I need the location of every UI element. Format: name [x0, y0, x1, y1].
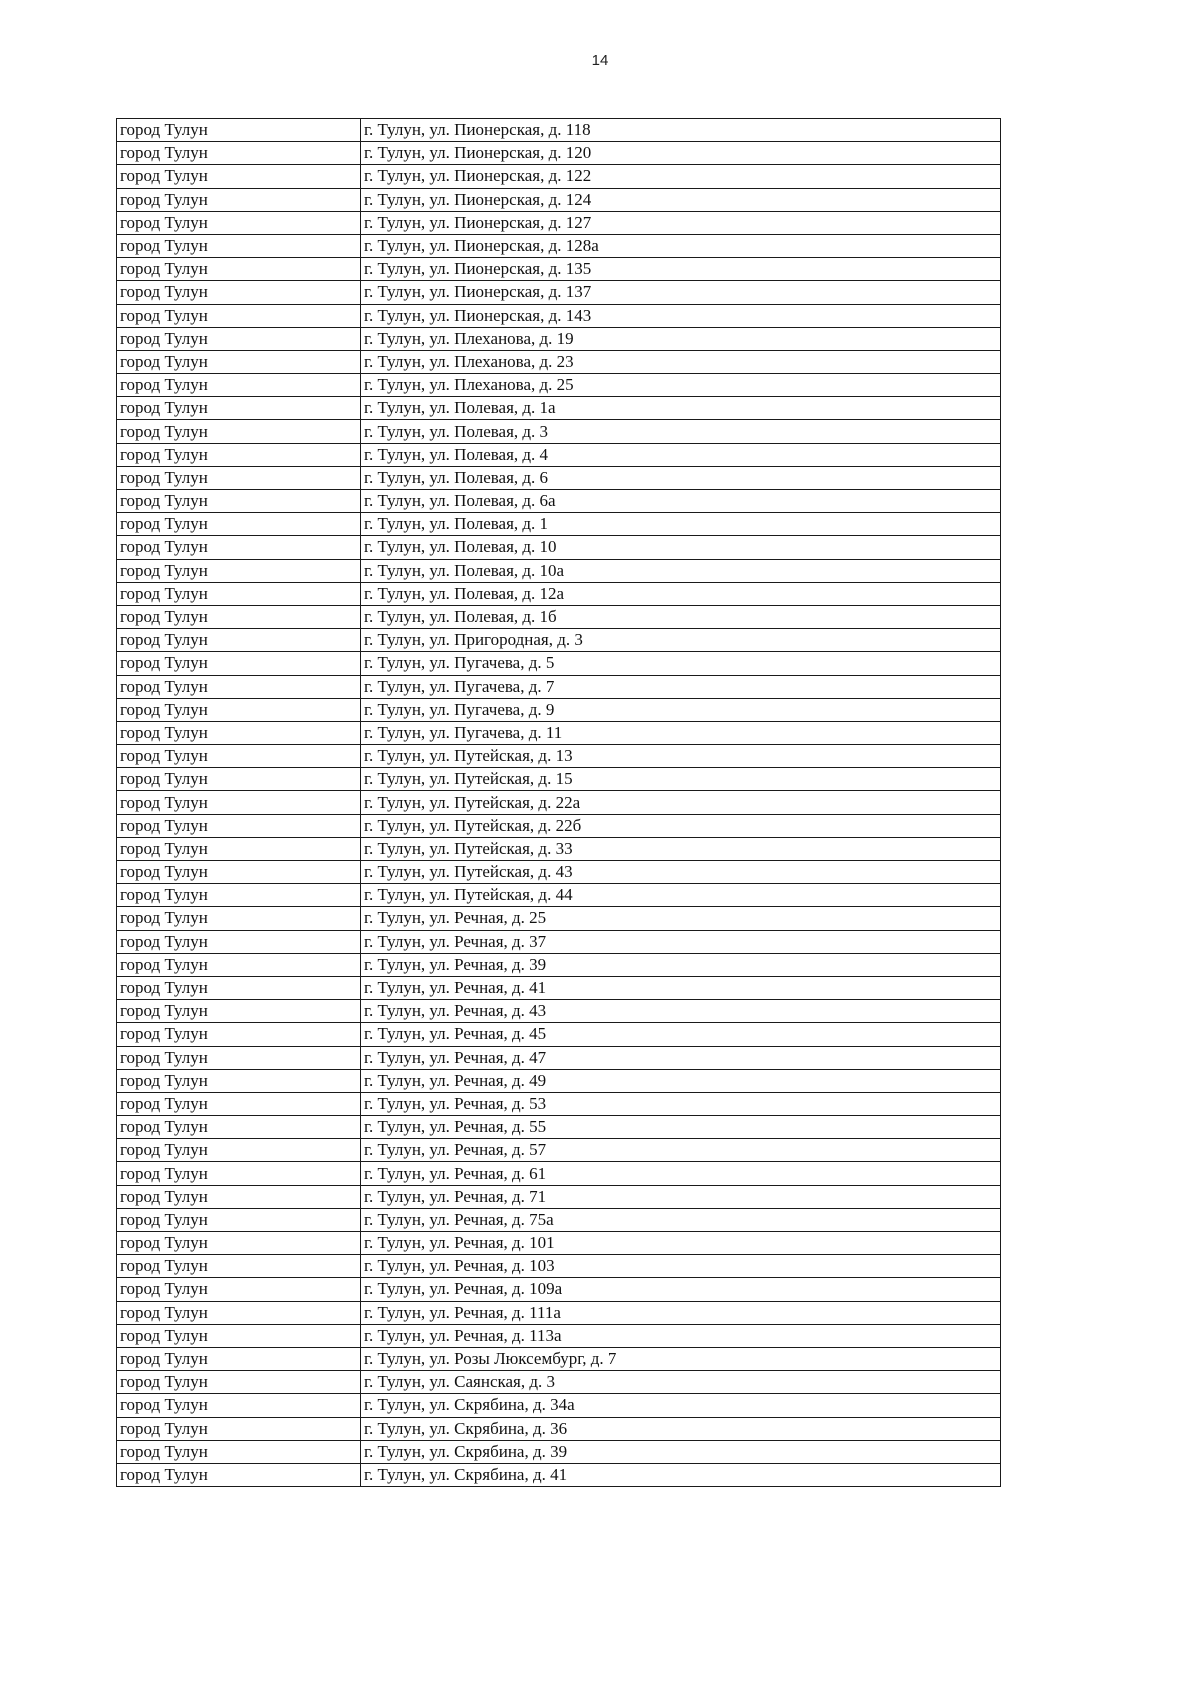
address-cell: г. Тулун, ул. Речная, д. 109а	[361, 1278, 1001, 1301]
address-cell: г. Тулун, ул. Пионерская, д. 143	[361, 304, 1001, 327]
settlement-cell: город Тулун	[117, 884, 361, 907]
address-cell: г. Тулун, ул. Пугачева, д. 7	[361, 675, 1001, 698]
address-cell: г. Тулун, ул. Речная, д. 25	[361, 907, 1001, 930]
address-cell: г. Тулун, ул. Плеханова, д. 19	[361, 327, 1001, 350]
table-row	[117, 165, 1001, 188]
settlement-cell: город Тулун	[117, 953, 361, 976]
table-row	[117, 420, 1001, 443]
settlement-cell: город Тулун	[117, 930, 361, 953]
settlement-cell: город Тулун	[117, 745, 361, 768]
table-row	[117, 1185, 1001, 1208]
address-cell: г. Тулун, ул. Путейская, д. 33	[361, 837, 1001, 860]
address-cell: г. Тулун, ул. Речная, д. 53	[361, 1092, 1001, 1115]
settlement-cell: город Тулун	[117, 397, 361, 420]
settlement-cell: город Тулун	[117, 1371, 361, 1394]
table-row	[117, 698, 1001, 721]
settlement-cell: город Тулун	[117, 814, 361, 837]
settlement-cell: город Тулун	[117, 420, 361, 443]
settlement-cell: город Тулун	[117, 1092, 361, 1115]
table-row	[117, 721, 1001, 744]
table-row	[117, 1347, 1001, 1370]
table-row	[117, 1232, 1001, 1255]
table-row	[117, 745, 1001, 768]
settlement-cell: город Тулун	[117, 1278, 361, 1301]
address-cell: г. Тулун, ул. Речная, д. 43	[361, 1000, 1001, 1023]
table-row	[117, 953, 1001, 976]
address-cell: г. Тулун, ул. Речная, д. 49	[361, 1069, 1001, 1092]
address-cell: г. Тулун, ул. Плеханова, д. 23	[361, 350, 1001, 373]
table-row	[117, 1301, 1001, 1324]
settlement-cell: город Тулун	[117, 1046, 361, 1069]
settlement-cell: город Тулун	[117, 304, 361, 327]
address-cell: г. Тулун, ул. Саянская, д. 3	[361, 1371, 1001, 1394]
settlement-cell: город Тулун	[117, 907, 361, 930]
table-row	[117, 1255, 1001, 1278]
settlement-cell: город Тулун	[117, 861, 361, 884]
address-cell: г. Тулун, ул. Речная, д. 41	[361, 976, 1001, 999]
table-row	[117, 536, 1001, 559]
address-cell: г. Тулун, ул. Скрябина, д. 36	[361, 1417, 1001, 1440]
table-row	[117, 234, 1001, 257]
settlement-cell: город Тулун	[117, 327, 361, 350]
address-cell: г. Тулун, ул. Речная, д. 111а	[361, 1301, 1001, 1324]
table-row	[117, 1394, 1001, 1417]
table-row	[117, 1162, 1001, 1185]
address-cell: г. Тулун, ул. Речная, д. 113а	[361, 1324, 1001, 1347]
address-cell: г. Тулун, ул. Полевая, д. 6	[361, 466, 1001, 489]
address-cell: г. Тулун, ул. Пионерская, д. 137	[361, 281, 1001, 304]
settlement-cell: город Тулун	[117, 1347, 361, 1370]
settlement-cell: город Тулун	[117, 466, 361, 489]
settlement-cell: город Тулун	[117, 1417, 361, 1440]
address-cell: г. Тулун, ул. Скрябина, д. 39	[361, 1440, 1001, 1463]
address-cell: г. Тулун, ул. Полевая, д. 1	[361, 513, 1001, 536]
table-row	[117, 350, 1001, 373]
address-cell: г. Тулун, ул. Полевая, д. 4	[361, 443, 1001, 466]
address-cell: г. Тулун, ул. Пионерская, д. 127	[361, 211, 1001, 234]
address-cell: г. Тулун, ул. Пионерская, д. 120	[361, 142, 1001, 165]
table-row	[117, 1417, 1001, 1440]
table-row	[117, 1069, 1001, 1092]
address-cell: г. Тулун, ул. Полевая, д. 12а	[361, 582, 1001, 605]
settlement-cell: город Тулун	[117, 721, 361, 744]
settlement-cell: город Тулун	[117, 837, 361, 860]
settlement-cell: город Тулун	[117, 1185, 361, 1208]
table-row	[117, 907, 1001, 930]
table-row	[117, 559, 1001, 582]
table-row	[117, 1000, 1001, 1023]
table-row	[117, 837, 1001, 860]
address-cell: г. Тулун, ул. Пугачева, д. 9	[361, 698, 1001, 721]
settlement-cell: город Тулун	[117, 350, 361, 373]
address-cell: г. Тулун, ул. Речная, д. 39	[361, 953, 1001, 976]
table-row	[117, 258, 1001, 281]
table-row	[117, 652, 1001, 675]
table-body	[117, 119, 1001, 1487]
table-row	[117, 211, 1001, 234]
address-cell: г. Тулун, ул. Речная, д. 61	[361, 1162, 1001, 1185]
settlement-cell: город Тулун	[117, 1394, 361, 1417]
settlement-cell: город Тулун	[117, 1440, 361, 1463]
address-cell: г. Тулун, ул. Речная, д. 101	[361, 1232, 1001, 1255]
table-row	[117, 1463, 1001, 1486]
settlement-cell: город Тулун	[117, 211, 361, 234]
table-row	[117, 119, 1001, 142]
settlement-cell: город Тулун	[117, 652, 361, 675]
table-row	[117, 791, 1001, 814]
address-cell: г. Тулун, ул. Пионерская, д. 124	[361, 188, 1001, 211]
settlement-cell: город Тулун	[117, 1255, 361, 1278]
settlement-cell: город Тулун	[117, 443, 361, 466]
table-row	[117, 861, 1001, 884]
settlement-cell: город Тулун	[117, 791, 361, 814]
table-row	[117, 1116, 1001, 1139]
address-cell: г. Тулун, ул. Полевая, д. 6а	[361, 490, 1001, 513]
settlement-cell: город Тулун	[117, 1463, 361, 1486]
address-cell: г. Тулун, ул. Скрябина, д. 41	[361, 1463, 1001, 1486]
settlement-cell: город Тулун	[117, 1116, 361, 1139]
page-number: 14	[591, 52, 609, 69]
table-row	[117, 397, 1001, 420]
address-cell: г. Тулун, ул. Полевая, д. 1б	[361, 605, 1001, 628]
address-cell: г. Тулун, ул. Речная, д. 47	[361, 1046, 1001, 1069]
table-row	[117, 1092, 1001, 1115]
settlement-cell: город Тулун	[117, 234, 361, 257]
settlement-cell: город Тулун	[117, 490, 361, 513]
address-cell: г. Тулун, ул. Пригородная, д. 3	[361, 629, 1001, 652]
table-row	[117, 976, 1001, 999]
table-row	[117, 629, 1001, 652]
address-cell: г. Тулун, ул. Пионерская, д. 122	[361, 165, 1001, 188]
address-cell: г. Тулун, ул. Пионерская, д. 118	[361, 119, 1001, 142]
settlement-cell: город Тулун	[117, 1069, 361, 1092]
settlement-cell: город Тулун	[117, 165, 361, 188]
address-cell: г. Тулун, ул. Речная, д. 71	[361, 1185, 1001, 1208]
settlement-cell: город Тулун	[117, 1000, 361, 1023]
address-cell: г. Тулун, ул. Розы Люксембург, д. 7	[361, 1347, 1001, 1370]
table-row	[117, 374, 1001, 397]
settlement-cell: город Тулун	[117, 1023, 361, 1046]
address-cell: г. Тулун, ул. Скрябина, д. 34а	[361, 1394, 1001, 1417]
address-cell: г. Тулун, ул. Плеханова, д. 25	[361, 374, 1001, 397]
table-row	[117, 1278, 1001, 1301]
table-row	[117, 490, 1001, 513]
table-row	[117, 304, 1001, 327]
address-cell: г. Тулун, ул. Путейская, д. 22а	[361, 791, 1001, 814]
table-row	[117, 1324, 1001, 1347]
settlement-cell: город Тулун	[117, 1301, 361, 1324]
table-row	[117, 513, 1001, 536]
table-row	[117, 443, 1001, 466]
settlement-cell: город Тулун	[117, 119, 361, 142]
settlement-cell: город Тулун	[117, 513, 361, 536]
table-row	[117, 1023, 1001, 1046]
table-row	[117, 605, 1001, 628]
table-row	[117, 814, 1001, 837]
address-cell: г. Тулун, ул. Пугачева, д. 5	[361, 652, 1001, 675]
table-row	[117, 188, 1001, 211]
table-row	[117, 1208, 1001, 1231]
address-cell: г. Тулун, ул. Пионерская, д. 135	[361, 258, 1001, 281]
settlement-cell: город Тулун	[117, 582, 361, 605]
settlement-cell: город Тулун	[117, 374, 361, 397]
settlement-cell: город Тулун	[117, 629, 361, 652]
address-cell: г. Тулун, ул. Полевая, д. 1а	[361, 397, 1001, 420]
address-cell: г. Тулун, ул. Речная, д. 45	[361, 1023, 1001, 1046]
table-row	[117, 675, 1001, 698]
settlement-cell: город Тулун	[117, 698, 361, 721]
table-row	[117, 582, 1001, 605]
settlement-cell: город Тулун	[117, 976, 361, 999]
table-row	[117, 1139, 1001, 1162]
address-cell: г. Тулун, ул. Путейская, д. 22б	[361, 814, 1001, 837]
settlement-cell: город Тулун	[117, 142, 361, 165]
settlement-cell: город Тулун	[117, 1324, 361, 1347]
table-row	[117, 142, 1001, 165]
settlement-cell: город Тулун	[117, 1162, 361, 1185]
address-cell: г. Тулун, ул. Путейская, д. 43	[361, 861, 1001, 884]
address-cell: г. Тулун, ул. Речная, д. 103	[361, 1255, 1001, 1278]
address-cell: г. Тулун, ул. Полевая, д. 3	[361, 420, 1001, 443]
table-row	[117, 327, 1001, 350]
table-row	[117, 1440, 1001, 1463]
settlement-cell: город Тулун	[117, 258, 361, 281]
address-cell: г. Тулун, ул. Речная, д. 75а	[361, 1208, 1001, 1231]
settlement-cell: город Тулун	[117, 1208, 361, 1231]
table-row	[117, 884, 1001, 907]
address-table	[116, 118, 1001, 1487]
address-cell: г. Тулун, ул. Путейская, д. 15	[361, 768, 1001, 791]
address-cell: г. Тулун, ул. Речная, д. 57	[361, 1139, 1001, 1162]
table-row	[117, 1371, 1001, 1394]
settlement-cell: город Тулун	[117, 559, 361, 582]
address-cell: г. Тулун, ул. Полевая, д. 10	[361, 536, 1001, 559]
table-row	[117, 466, 1001, 489]
settlement-cell: город Тулун	[117, 768, 361, 791]
settlement-cell: город Тулун	[117, 605, 361, 628]
address-cell: г. Тулун, ул. Путейская, д. 13	[361, 745, 1001, 768]
address-cell: г. Тулун, ул. Пугачева, д. 11	[361, 721, 1001, 744]
table-row	[117, 768, 1001, 791]
table-row	[117, 1046, 1001, 1069]
settlement-cell: город Тулун	[117, 281, 361, 304]
settlement-cell: город Тулун	[117, 675, 361, 698]
address-cell: г. Тулун, ул. Речная, д. 37	[361, 930, 1001, 953]
settlement-cell: город Тулун	[117, 188, 361, 211]
table-row	[117, 930, 1001, 953]
address-cell: г. Тулун, ул. Речная, д. 55	[361, 1116, 1001, 1139]
table-row	[117, 281, 1001, 304]
address-cell: г. Тулун, ул. Пионерская, д. 128а	[361, 234, 1001, 257]
settlement-cell: город Тулун	[117, 1139, 361, 1162]
address-cell: г. Тулун, ул. Полевая, д. 10а	[361, 559, 1001, 582]
address-cell: г. Тулун, ул. Путейская, д. 44	[361, 884, 1001, 907]
settlement-cell: город Тулун	[117, 1232, 361, 1255]
settlement-cell: город Тулун	[117, 536, 361, 559]
